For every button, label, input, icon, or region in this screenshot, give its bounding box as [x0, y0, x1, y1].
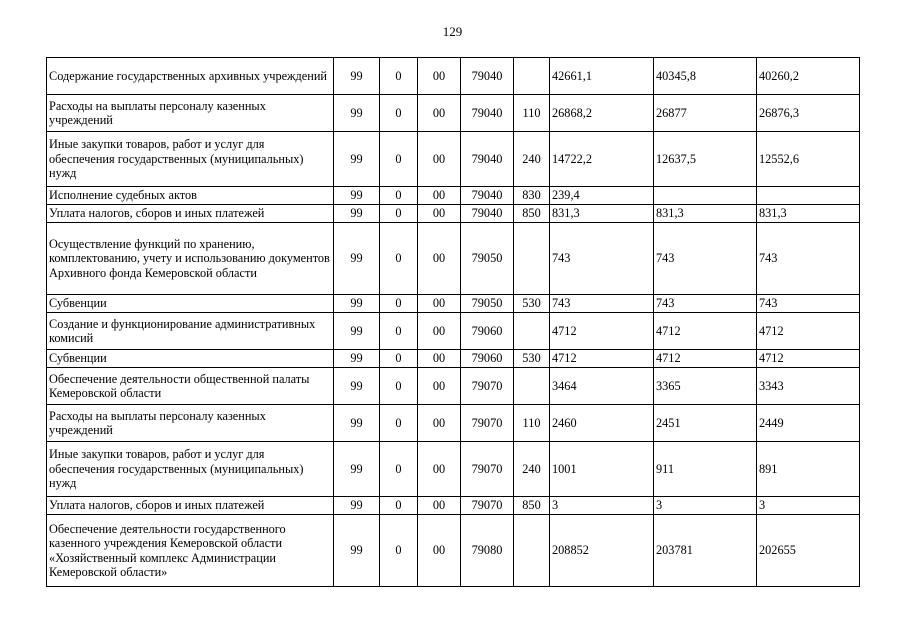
expense-name-cell: Исполнение судебных актов	[47, 187, 334, 205]
table-row	[47, 58, 860, 95]
expense-type-code-cell	[514, 313, 550, 350]
program-code-cell: 0	[380, 350, 418, 368]
ministry-code-cell: 99	[334, 497, 380, 515]
amount-year-3-cell: 743	[757, 295, 860, 313]
amount-year-1-cell: 3464	[550, 368, 654, 405]
table-row	[47, 350, 860, 368]
amount-year-1-cell: 4712	[550, 350, 654, 368]
amount-year-1-cell: 2460	[550, 405, 654, 442]
subprogram-code-cell: 00	[418, 95, 461, 132]
table-row	[47, 442, 860, 497]
program-code-cell: 0	[380, 187, 418, 205]
direction-code-cell: 79050	[461, 295, 514, 313]
ministry-code-cell: 99	[334, 187, 380, 205]
amount-year-3-cell: 891	[757, 442, 860, 497]
table-row	[47, 313, 860, 350]
direction-code-cell: 79040	[461, 58, 514, 95]
program-code-cell: 0	[380, 442, 418, 497]
subprogram-code-cell: 00	[418, 295, 461, 313]
amount-year-3-cell: 12552,6	[757, 132, 860, 187]
table-row	[47, 132, 860, 187]
expense-name-cell: Расходы на выплаты персоналу казенных учреждений	[47, 95, 334, 132]
subprogram-code-cell: 00	[418, 132, 461, 187]
expense-name-cell: Субвенции	[47, 350, 334, 368]
amount-year-2-cell	[654, 187, 757, 205]
program-code-cell: 0	[380, 405, 418, 442]
amount-year-2-cell: 40345,8	[654, 58, 757, 95]
table-row	[47, 368, 860, 405]
subprogram-code-cell: 00	[418, 187, 461, 205]
ministry-code-cell: 99	[334, 442, 380, 497]
expense-name-cell: Содержание государственных архивных учреждений	[47, 58, 334, 95]
subprogram-code-cell: 00	[418, 350, 461, 368]
table-row	[47, 95, 860, 132]
program-code-cell: 0	[380, 132, 418, 187]
amount-year-2-cell: 831,3	[654, 205, 757, 223]
program-code-cell: 0	[380, 223, 418, 295]
expense-name-cell: Уплата налогов, сборов и иных платежей	[47, 205, 334, 223]
subprogram-code-cell: 00	[418, 442, 461, 497]
table-row	[47, 497, 860, 515]
subprogram-code-cell: 00	[418, 205, 461, 223]
program-code-cell: 0	[380, 95, 418, 132]
program-code-cell: 0	[380, 295, 418, 313]
amount-year-3-cell: 3	[757, 497, 860, 515]
amount-year-1-cell: 831,3	[550, 205, 654, 223]
amount-year-2-cell: 12637,5	[654, 132, 757, 187]
expense-name-cell: Обеспечение деятельности общественной палаты Кемеровской области	[47, 368, 334, 405]
amount-year-2-cell: 743	[654, 295, 757, 313]
amount-year-2-cell: 4712	[654, 350, 757, 368]
expense-type-code-cell: 110	[514, 95, 550, 132]
direction-code-cell: 79070	[461, 368, 514, 405]
subprogram-code-cell: 00	[418, 223, 461, 295]
expense-type-code-cell: 240	[514, 442, 550, 497]
expense-type-code-cell: 110	[514, 405, 550, 442]
expense-type-code-cell: 850	[514, 497, 550, 515]
table-row	[47, 405, 860, 442]
amount-year-2-cell: 743	[654, 223, 757, 295]
subprogram-code-cell: 00	[418, 405, 461, 442]
ministry-code-cell: 99	[334, 405, 380, 442]
table-body	[47, 58, 860, 587]
expense-type-code-cell	[514, 58, 550, 95]
direction-code-cell: 79070	[461, 442, 514, 497]
amount-year-2-cell: 4712	[654, 313, 757, 350]
program-code-cell: 0	[380, 515, 418, 587]
amount-year-2-cell: 2451	[654, 405, 757, 442]
program-code-cell: 0	[380, 205, 418, 223]
program-code-cell: 0	[380, 313, 418, 350]
table-row	[47, 223, 860, 295]
direction-code-cell: 79040	[461, 132, 514, 187]
amount-year-2-cell: 3365	[654, 368, 757, 405]
expense-type-code-cell	[514, 515, 550, 587]
expense-type-code-cell: 530	[514, 295, 550, 313]
ministry-code-cell: 99	[334, 95, 380, 132]
amount-year-1-cell: 208852	[550, 515, 654, 587]
expense-type-code-cell	[514, 368, 550, 405]
amount-year-3-cell: 831,3	[757, 205, 860, 223]
subprogram-code-cell: 00	[418, 497, 461, 515]
expense-name-cell: Осуществление функций по хранению, комплектованию, учету и использованию документов Архивного фонда Кемеровской области	[47, 223, 334, 295]
direction-code-cell: 79060	[461, 313, 514, 350]
amount-year-1-cell: 26868,2	[550, 95, 654, 132]
budget-table	[46, 57, 860, 587]
subprogram-code-cell: 00	[418, 313, 461, 350]
amount-year-3-cell: 2449	[757, 405, 860, 442]
table-row	[47, 187, 860, 205]
program-code-cell: 0	[380, 497, 418, 515]
ministry-code-cell: 99	[334, 368, 380, 405]
page-number: 129	[442, 24, 463, 39]
amount-year-1-cell: 14722,2	[550, 132, 654, 187]
amount-year-1-cell: 42661,1	[550, 58, 654, 95]
subprogram-code-cell: 00	[418, 368, 461, 405]
amount-year-3-cell: 4712	[757, 350, 860, 368]
direction-code-cell: 79070	[461, 497, 514, 515]
amount-year-2-cell: 203781	[654, 515, 757, 587]
amount-year-1-cell: 1001	[550, 442, 654, 497]
program-code-cell: 0	[380, 58, 418, 95]
amount-year-1-cell: 4712	[550, 313, 654, 350]
amount-year-1-cell: 3	[550, 497, 654, 515]
expense-name-cell: Иные закупки товаров, работ и услуг для обеспечения государственных (муниципальных) нужд	[47, 442, 334, 497]
expense-type-code-cell	[514, 223, 550, 295]
table-row	[47, 295, 860, 313]
ministry-code-cell: 99	[334, 223, 380, 295]
amount-year-2-cell: 26877	[654, 95, 757, 132]
direction-code-cell: 79040	[461, 95, 514, 132]
amount-year-1-cell: 743	[550, 295, 654, 313]
expense-type-code-cell: 850	[514, 205, 550, 223]
ministry-code-cell: 99	[334, 58, 380, 95]
table-row	[47, 515, 860, 587]
direction-code-cell: 79060	[461, 350, 514, 368]
subprogram-code-cell: 00	[418, 515, 461, 587]
amount-year-3-cell: 202655	[757, 515, 860, 587]
amount-year-1-cell: 743	[550, 223, 654, 295]
amount-year-2-cell: 3	[654, 497, 757, 515]
direction-code-cell: 79040	[461, 187, 514, 205]
amount-year-3-cell	[757, 187, 860, 205]
direction-code-cell: 79080	[461, 515, 514, 587]
expense-name-cell: Иные закупки товаров, работ и услуг для обеспечения государственных (муниципальных) нужд	[47, 132, 334, 187]
expense-name-cell: Уплата налогов, сборов и иных платежей	[47, 497, 334, 515]
expense-name-cell: Расходы на выплаты персоналу казенных учреждений	[47, 405, 334, 442]
table-row	[47, 205, 860, 223]
program-code-cell: 0	[380, 368, 418, 405]
amount-year-2-cell: 911	[654, 442, 757, 497]
ministry-code-cell: 99	[334, 205, 380, 223]
expense-type-code-cell: 530	[514, 350, 550, 368]
subprogram-code-cell: 00	[418, 58, 461, 95]
amount-year-3-cell: 26876,3	[757, 95, 860, 132]
ministry-code-cell: 99	[334, 313, 380, 350]
amount-year-3-cell: 3343	[757, 368, 860, 405]
direction-code-cell: 79070	[461, 405, 514, 442]
ministry-code-cell: 99	[334, 132, 380, 187]
expense-name-cell: Создание и функционирование административных комисий	[47, 313, 334, 350]
amount-year-3-cell: 4712	[757, 313, 860, 350]
ministry-code-cell: 99	[334, 350, 380, 368]
direction-code-cell: 79040	[461, 205, 514, 223]
amount-year-1-cell: 239,4	[550, 187, 654, 205]
expense-name-cell: Обеспечение деятельности государственного казенного учреждения Кемеровской области «Хозяйственный комплекс Администрации Кемеровской области»	[47, 515, 334, 587]
direction-code-cell: 79050	[461, 223, 514, 295]
expense-name-cell: Субвенции	[47, 295, 334, 313]
expense-type-code-cell: 240	[514, 132, 550, 187]
ministry-code-cell: 99	[334, 515, 380, 587]
expense-type-code-cell: 830	[514, 187, 550, 205]
ministry-code-cell: 99	[334, 295, 380, 313]
amount-year-3-cell: 743	[757, 223, 860, 295]
amount-year-3-cell: 40260,2	[757, 58, 860, 95]
